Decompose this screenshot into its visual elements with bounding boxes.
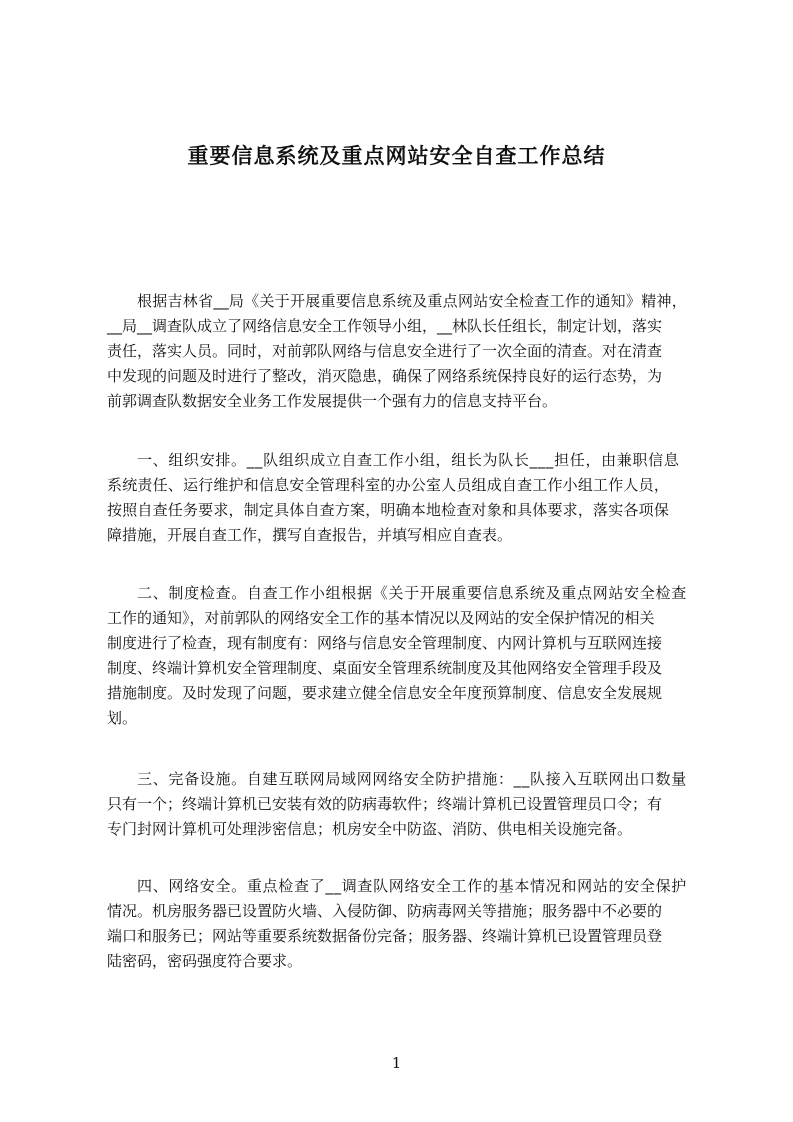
text-line: 陆密码，密码强度符合要求。 xyxy=(107,952,303,970)
text-line: __局__调查队成立了网络信息安全工作领导小组，__林队长任组长，制定计划，落实 xyxy=(107,317,663,335)
text-line: 四、网络安全。重点检查了__调查队网络安全工作的基本情况和网站的安全保护 xyxy=(137,877,688,895)
text-line: 二、制度检查。自查工作小组根据《关于开展重要信息系统及重点网站安全检查 xyxy=(137,584,688,602)
text-line: 划。 xyxy=(107,709,138,727)
paragraph-facilities xyxy=(107,767,687,842)
text-line: 情况。机房服务器已设置防火墙、入侵防御、防病毒网关等措施；服务器中不必要的 xyxy=(107,902,663,920)
document-title: 重要信息系统及重点网站安全自查工作总结 xyxy=(187,144,606,168)
text-line: 三、完备设施。自建互联网局域网网络安全防护措施：__队接入互联网出口数量 xyxy=(137,770,688,788)
text-line: 制度进行了检查，现有制度有：网络与信息安全管理制度、内网计算机与互联网连接 xyxy=(107,634,663,652)
text-line: 根据吉林省__局《关于开展重要信息系统及重点网站安全检查工作的通知》精神， xyxy=(137,292,688,310)
text-line: 工作的通知》，对前郭队的网络安全工作的基本情况以及网站的安全保护情况的相关 xyxy=(107,609,655,627)
paragraph-organization xyxy=(107,448,680,548)
text-line: 专门封网计算机可处理涉密信息；机房安全中防盗、消防、供电相关设施完备。 xyxy=(107,820,633,838)
text-line: 按照自查任务要求，制定具体自查方案，明确本地检查对象和具体要求，落实各项保 xyxy=(107,501,670,519)
text-line: 前郭调查队数据安全业务工作发展提供一个强有力的信息支持平台。 xyxy=(107,392,558,410)
paragraph-network-security xyxy=(107,874,687,974)
page-number: 1 xyxy=(391,1054,402,1072)
text-line: 障措施，开展自查工作，撰写自查报告，并填写相应自查表。 xyxy=(107,526,513,544)
text-line: 责任，落实人员。同时，对前郭队网络与信息安全进行了一次全面的清查。对在清查 xyxy=(107,342,663,360)
text-line: 制度、终端计算机安全管理制度、桌面安全管理系统制度及其他网络安全管理手段及 xyxy=(107,659,663,677)
paragraph-intro xyxy=(107,289,687,414)
paragraph-regulations xyxy=(107,581,687,731)
text-line: 端口和服务已；网站等重要系统数据备份完备；服务器、终端计算机已设置管理员登 xyxy=(107,927,663,945)
text-line: 中发现的问题及时进行了整改，消灭隐患，确保了网络系统保持良好的运行态势，为 xyxy=(107,367,663,385)
text-line: 措施制度。及时发现了问题，要求建立健全信息安全年度预算制度、信息安全发展规 xyxy=(107,684,663,702)
text-line: 系统责任、运行维护和信息安全管理科室的办公室人员组成自查工作小组工作人员， xyxy=(107,476,670,494)
text-line: 一、组织安排。__队组织成立自查工作小组，组长为队长___担任，由兼职信息 xyxy=(137,451,680,469)
text-line: 只有一个；终端计算机已安装有效的防病毒软件；终端计算机已设置管理员口令；有 xyxy=(107,795,663,813)
